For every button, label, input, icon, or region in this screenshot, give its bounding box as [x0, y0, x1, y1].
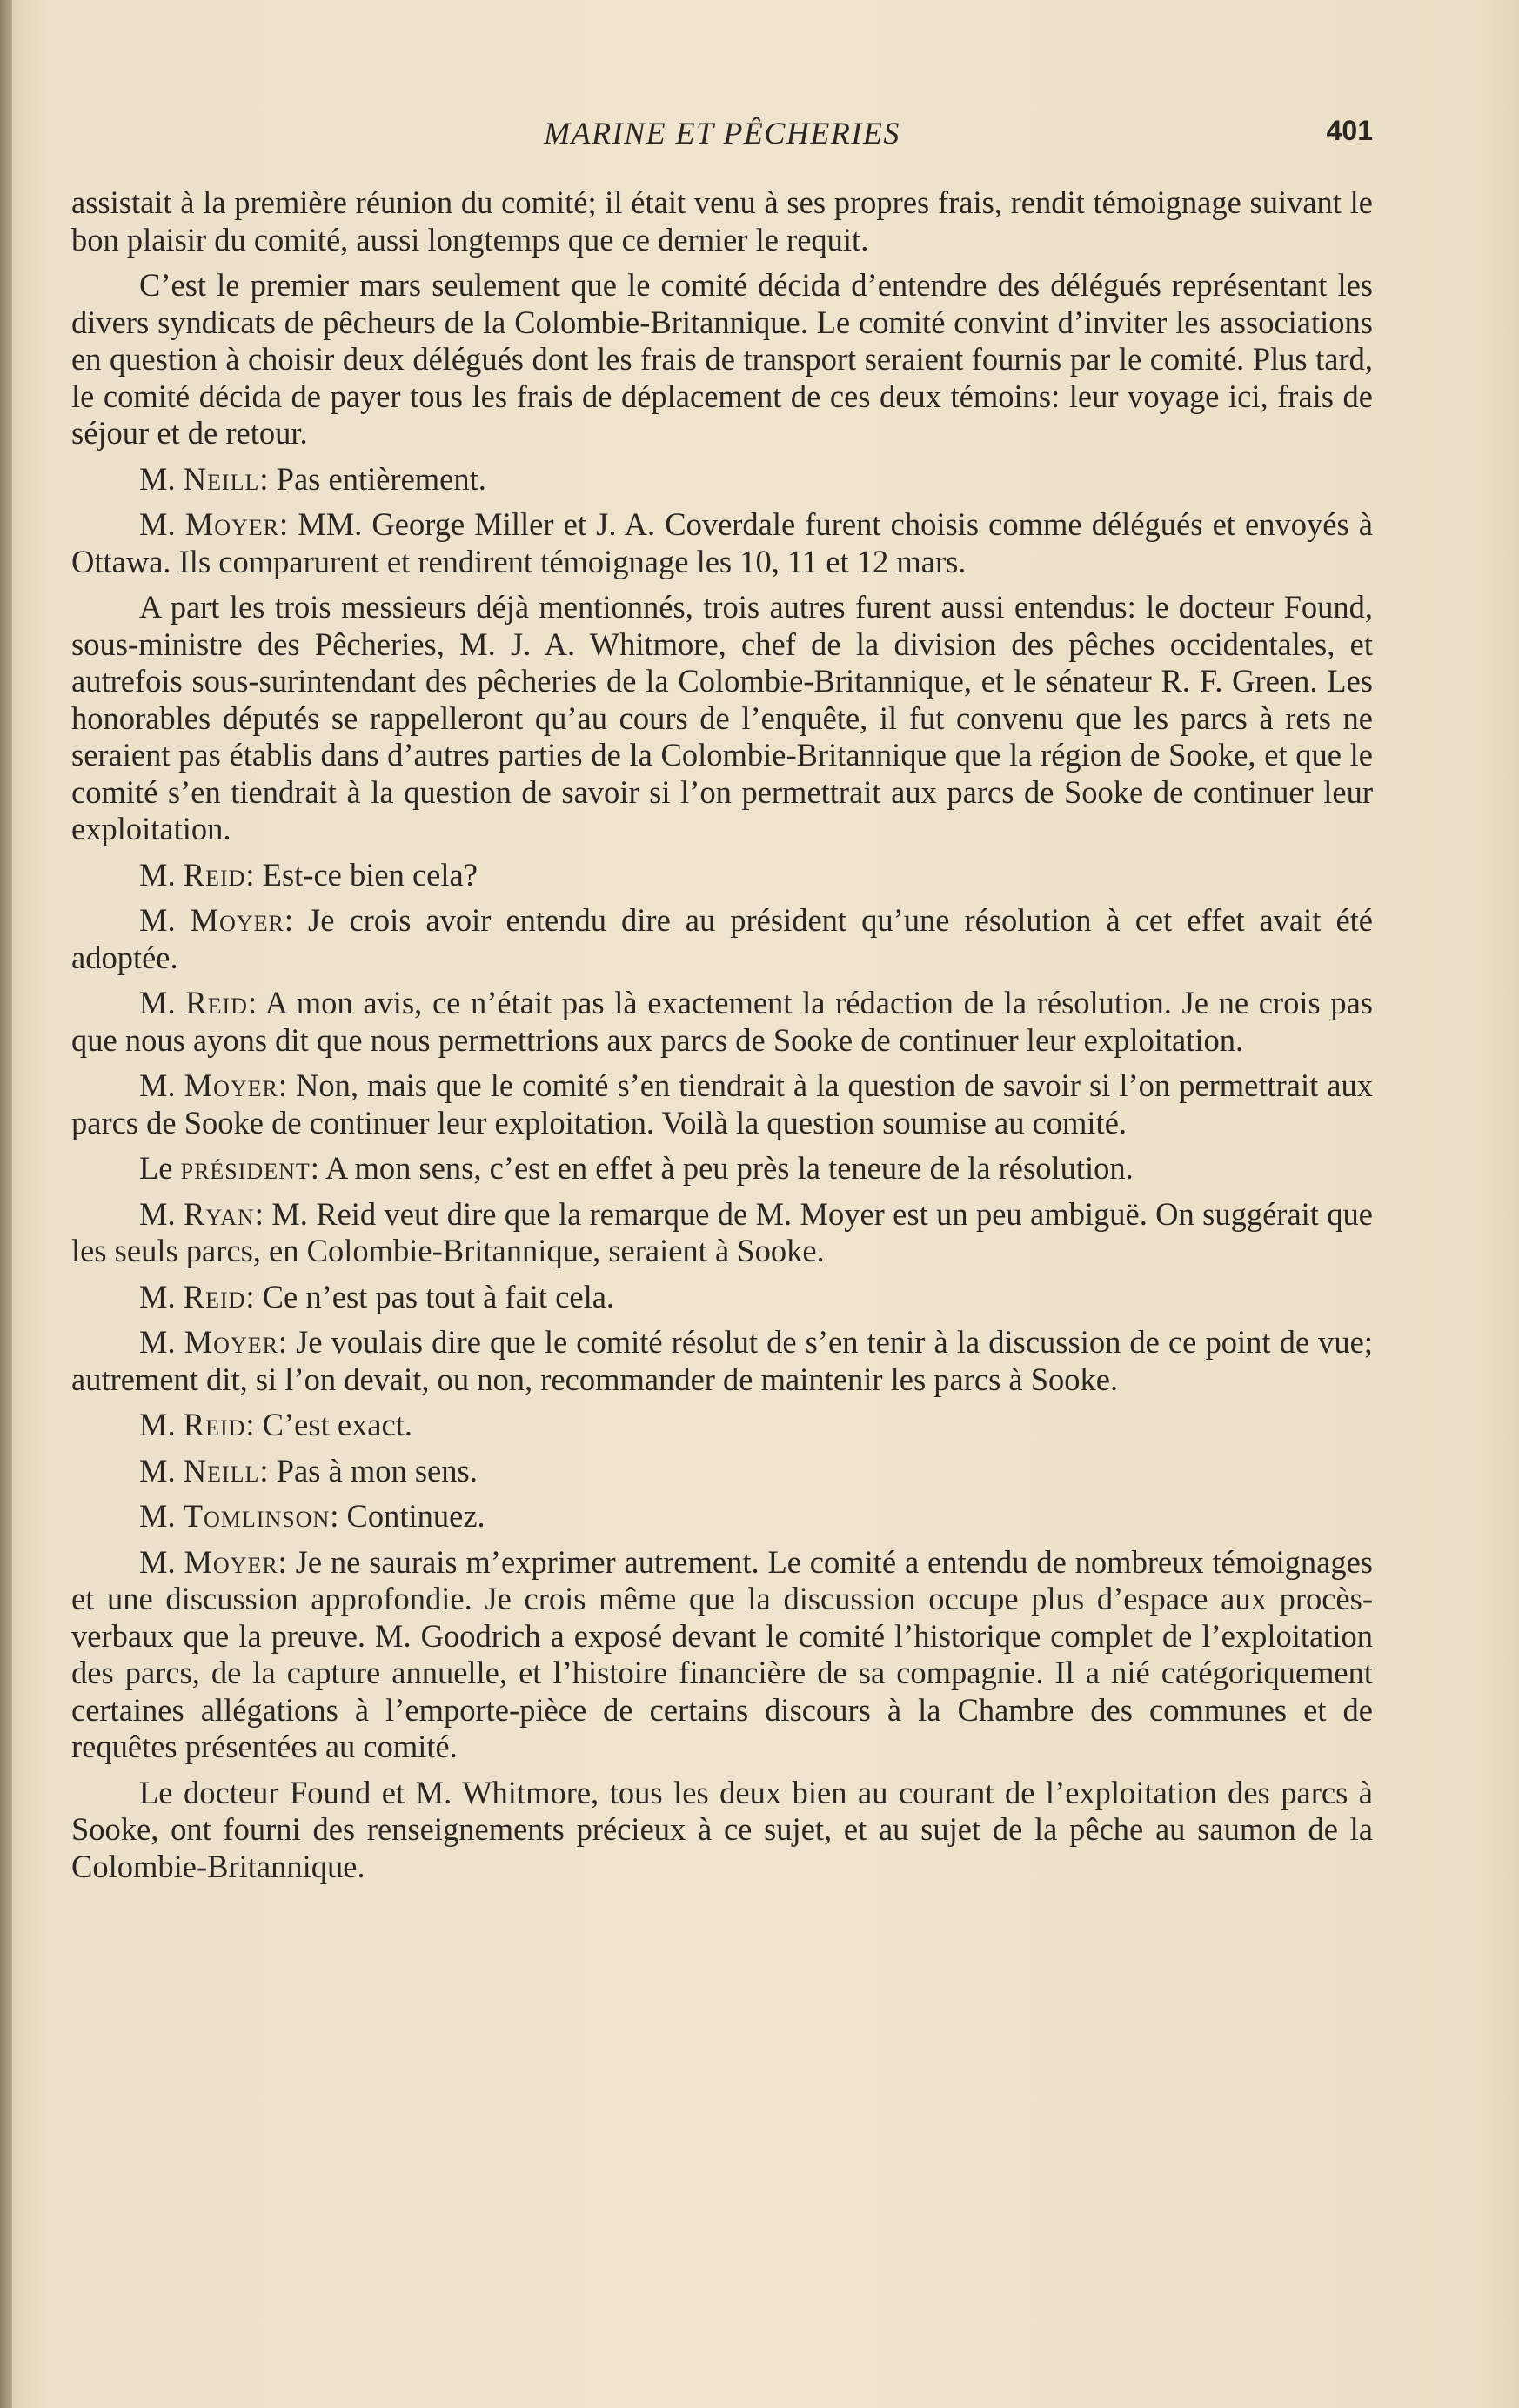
- speech-text: Continuez.: [346, 1498, 485, 1534]
- speaker-name: Moyer: [184, 506, 279, 542]
- speaker-title: M.: [139, 506, 176, 542]
- speech-text: Ce n’est pas tout à fait cela.: [262, 1278, 615, 1314]
- book-spine-edge: [0, 0, 12, 2408]
- speaker-title: M.: [139, 902, 176, 938]
- speech-text: Je ne saurais m’exprimer autrement. Le comité a entendu de nombreux témoignages et une discussion approfondie. Je crois même que la discussion occupe plus d’espace aux procès-verbaux que la preuve. M. Goodrich a exposé devant le comité l’historique complet de l’exploitation des parcs, de la capture annuelle, et l’histoire financière de sa compagnie. Il a nié catégoriquement certaines allégations à l’emporte-pièce de certains discours à la Chambre des communes et de requêtes présentées au comité.: [71, 1543, 1373, 1764]
- speech-text: M. Reid veut dire que la remarque de M. Moyer est un peu ambiguë. On suggérait que les seuls parcs, en Colombie-Britannique, seraient à Sooke.: [71, 1195, 1374, 1268]
- paragraph: [71, 1775, 1373, 1886]
- speech-paragraph: M. Moyer: Non, mais que le comité s’en tiendrait à la question de savoir si l’on permettrait aux parcs de Sooke de continuer leur exploitation. Voilà la question soumise au comité.: [71, 1067, 1373, 1140]
- speaker-title: M.: [139, 1498, 176, 1534]
- speaker-title: M.: [139, 1407, 176, 1442]
- paragraph: [71, 589, 1373, 848]
- speaker-name: Reid: [185, 985, 248, 1020]
- speaker-title: M.: [139, 1195, 176, 1232]
- speaker-title: M.: [139, 1543, 176, 1580]
- speech-text: Pas à mon sens.: [276, 1452, 478, 1488]
- speaker-name: Neill: [183, 460, 260, 497]
- speech-paragraph: M. Moyer: MM. George Miller et J. A. Coverdale furent choisis comme délégués et envoyés à Ottawa. Ils comparurent et rendirent témoignage les 10, 11 et 12 mars.: [71, 506, 1373, 579]
- speech-paragraph: M. Tomlinson: Continuez.: [139, 1498, 485, 1534]
- speech-text: Non, mais que le comité s’en tiendrait à la question de savoir si l’on permettrait aux parcs de Sooke de continuer leur exploitation. Voilà la question soumise au comité.: [71, 1067, 1373, 1140]
- speaker-title: M.: [139, 1452, 176, 1488]
- paragraph-text: Le docteur Found et M. Whitmore, tous les deux bien au courant de l’exploitation des parcs à Sooke, ont fourni des renseignements précieux à ce sujet, et au sujet de la pêche au saumon de la Colombie-Britannique.: [71, 1774, 1373, 1884]
- speech-text: MM. George Miller et J. A. Coverdale furent choisis comme délégués et envoyés à Ottawa. Ils comparurent et rendirent témoignage les 10, 11 et 12 mars.: [71, 506, 1373, 579]
- speaker-name: président: [180, 1150, 311, 1186]
- page-number: 401: [1326, 115, 1373, 146]
- speaker-title: M.: [139, 985, 176, 1020]
- speech-paragraph: M. Reid: A mon avis, ce n’était pas là exactement la rédaction de la résolution. Je ne crois pas que nous ayons dit que nous permettrions aux parcs de Sooke de continuer leur exploitation.: [71, 985, 1374, 1058]
- speech-paragraph: M. Neill: Pas à mon sens.: [139, 1452, 478, 1488]
- speech-text: Je crois avoir entendu dire au président qu’une résolution à cet effet avait été adoptée.: [71, 902, 1373, 975]
- speaker-name: Reid: [183, 1407, 246, 1442]
- speaker-name: Reid: [183, 856, 246, 893]
- speaker-title: M.: [139, 856, 176, 893]
- speech-paragraph: M. Reid: Est-ce bien cela?: [139, 856, 478, 893]
- speaker-title: M.: [139, 460, 176, 497]
- paragraph-text: A part les trois messieurs déjà mentionnés, trois autres furent aussi entendus: le docteur Found, sous-ministre des Pêcheries, M. J. A. Whitmore, chef de la division des pêches occidentales, et autrefois sous-surintendant des pêcheries de la Colombie-Britannique, et le sénateur R. F. Green. Les honorables députés se rappelleront qu’au cours de l’enquête, il fut convenu que les parcs à rets ne seraient pas établis dans d’autres parties de la Colombie-Britannique que la région de Sooke, et que le comité s’en tiendrait à la question de savoir si l’on permettrait aux parcs de Sooke de continuer leur exploitation.: [71, 589, 1373, 846]
- speaker-name: Moyer: [184, 1067, 278, 1103]
- speech-paragraph: Le président: A mon sens, c’est en effet à peu près la teneure de la résolution.: [139, 1150, 1134, 1186]
- body-text: [71, 184, 1373, 1894]
- speaker-title: M.: [139, 1278, 176, 1314]
- speaker-title: M.: [139, 1067, 176, 1103]
- speech-paragraph: M. Reid: Ce n’est pas tout à fait cela.: [139, 1278, 615, 1314]
- page-header: [71, 111, 1373, 155]
- speaker-name: Ryan: [183, 1195, 255, 1232]
- speech-paragraph: M. Ryan: M. Reid veut dire que la remarque de M. Moyer est un peu ambiguë. On suggérait que les seuls parcs, en Colombie-Britannique, seraient à Sooke.: [71, 1195, 1374, 1268]
- speech-text: A mon avis, ce n’était pas là exactement la rédaction de la résolution. Je ne crois pas que nous ayons dit que nous permettrions aux parcs de Sooke de continuer leur exploitation.: [71, 985, 1374, 1058]
- paragraph: [71, 267, 1373, 452]
- speaker-name: Moyer: [190, 902, 284, 938]
- speech-paragraph: M. Moyer: Je ne saurais m’exprimer autrement. Le comité a entendu de nombreux témoignages et une discussion approfondie. Je crois même que la discussion occupe plus d’espace aux procès-verbaux que la preuve. M. Goodrich a exposé devant le comité l’historique complet de l’exploitation des parcs, de la capture annuelle, et l’histoire financière de sa compagnie. Il a nié catégoriquement certaines allégations à l’emporte-pièce de certains discours à la Chambre des communes et de requêtes présentées au comité.: [71, 1543, 1373, 1764]
- running-title: MARINE ET PÊCHERIES: [544, 116, 900, 150]
- speech-paragraph: M. Reid: C’est exact.: [139, 1407, 412, 1442]
- paragraph: [71, 184, 1373, 258]
- speaker-title: M.: [139, 1324, 176, 1360]
- speech-text: Est-ce bien cela?: [262, 856, 478, 893]
- paragraph-text: C’est le premier mars seulement que le comité décida d’entendre des délégués représentant les divers syndicats de pêcheurs de la Colombie-Britannique. Le comité convint d’inviter les associations en question à choisir deux délégués dont les frais de transport seraient fournis par le comité. Plus tard, le comité décida de payer tous les frais de déplacement de ces deux témoins: leur voyage ici, frais de séjour et de retour.: [71, 267, 1373, 451]
- speech-text: A mon sens, c’est en effet à peu près la teneure de la résolution.: [325, 1150, 1134, 1186]
- speech-text: Je voulais dire que le comité résolut de s’en tenir à la discussion de ce point de vue; autrement dit, si l’on devait, ou non, recommander de maintenir les parcs à Sooke.: [71, 1324, 1373, 1397]
- speaker-name: Moyer: [184, 1324, 278, 1360]
- speaker-name: Tomlinson: [183, 1498, 331, 1534]
- paragraph-text: assistait à la première réunion du comité; il était venu à ses propres frais, rendit témoignage suivant le bon plaisir du comité, aussi longtemps que ce dernier le requit.: [71, 184, 1373, 258]
- speech-text: Pas entièrement.: [276, 460, 486, 497]
- speaker-name: Reid: [183, 1278, 246, 1314]
- speech-text: C’est exact.: [262, 1407, 412, 1442]
- speaker-name: Moyer: [184, 1543, 278, 1580]
- speech-paragraph: M. Neill: Pas entièrement.: [139, 460, 486, 497]
- speech-paragraph: M. Moyer: Je crois avoir entendu dire au président qu’une résolution à cet effet avait été adoptée.: [71, 902, 1373, 975]
- speaker-title: Le: [139, 1150, 173, 1186]
- speaker-name: Neill: [183, 1452, 260, 1488]
- speech-paragraph: M. Moyer: Je voulais dire que le comité résolut de s’en tenir à la discussion de ce point de vue; autrement dit, si l’on devait, ou non, recommander de maintenir les parcs à Sooke.: [71, 1324, 1373, 1397]
